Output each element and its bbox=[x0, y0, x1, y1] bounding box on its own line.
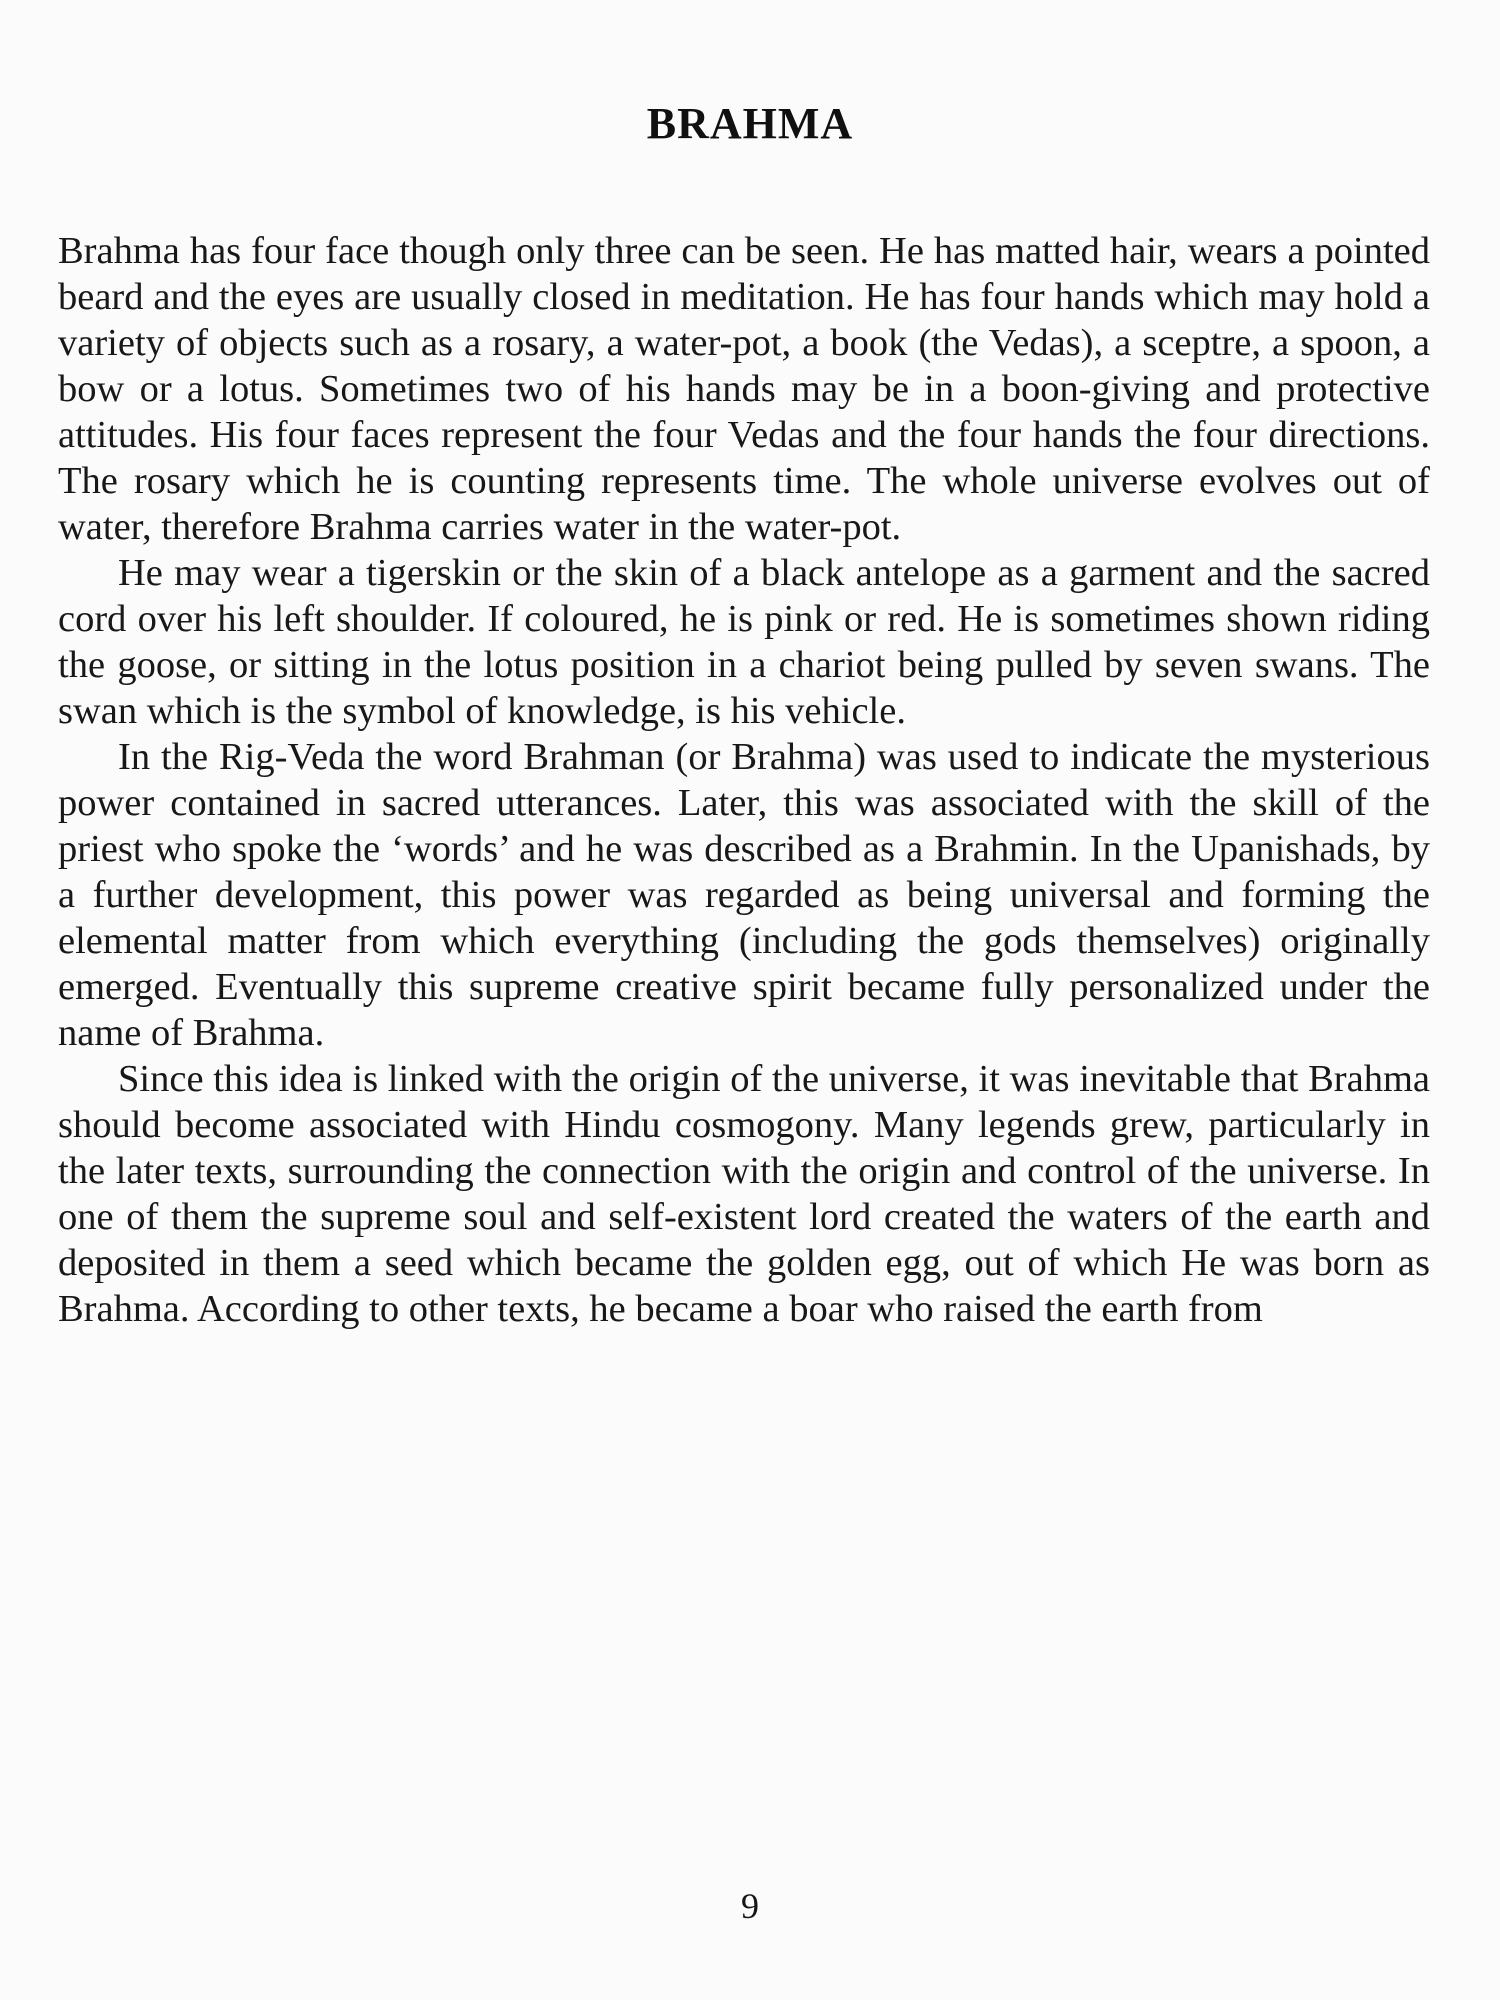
body-text bbox=[58, 228, 1430, 1332]
paragraph-3: In the Rig-Veda the word Brahman (or Brahma) was used to indicate the mysterious power contained in sacred utterances. Later, this was associated with the skill of the priest who spoke the ‘words’ and he was described as a Brahmin. In the Upanishads, by a further development, this power was regarded as being universal and forming the elemental matter from which everything (including the gods themselves) originally emerged. Eventually this supreme creative spirit became fully personalized under the name of Brahma. bbox=[58, 736, 1430, 1054]
paragraph-1: Brahma has four face though only three can be seen. He has matted hair, wears a pointed beard and the eyes are usually closed in meditation. He has four hands which may hold a variety of objects such as a rosary, a water-pot, a book (the Vedas), a sceptre, a spoon, a bow or a lotus. Sometimes two of his hands may be in a boon-giving and protective attitudes. His four faces represent the four Vedas and the four hands the four directions. The rosary which he is counting represents time. The whole universe evolves out of water, therefore Brahma carries water in the water-pot. bbox=[58, 230, 1430, 548]
page-title: BRAHMA bbox=[646, 99, 854, 148]
page-number: 9 bbox=[741, 1886, 759, 1926]
paragraph-4: Since this idea is linked with the origin of the universe, it was inevitable that Brahma should become associated with Hindu cosmogony. Many legends grew, particularly in the later texts, surrounding the connection with the origin and control of the universe. In one of them the supreme soul and self-existent lord created the waters of the earth and deposited in them a seed which became the golden egg, out of which He was born as Brahma. According to other texts, he became a boar who raised the earth from bbox=[58, 1058, 1430, 1330]
paragraph-2: He may wear a tigerskin or the skin of a black antelope as a garment and the sacred cord over his left shoulder. If coloured, he is pink or red. He is sometimes shown riding the goose, or sitting in the lotus position in a chariot being pulled by seven swans. The swan which is the symbol of knowledge, is his vehicle. bbox=[58, 552, 1430, 732]
